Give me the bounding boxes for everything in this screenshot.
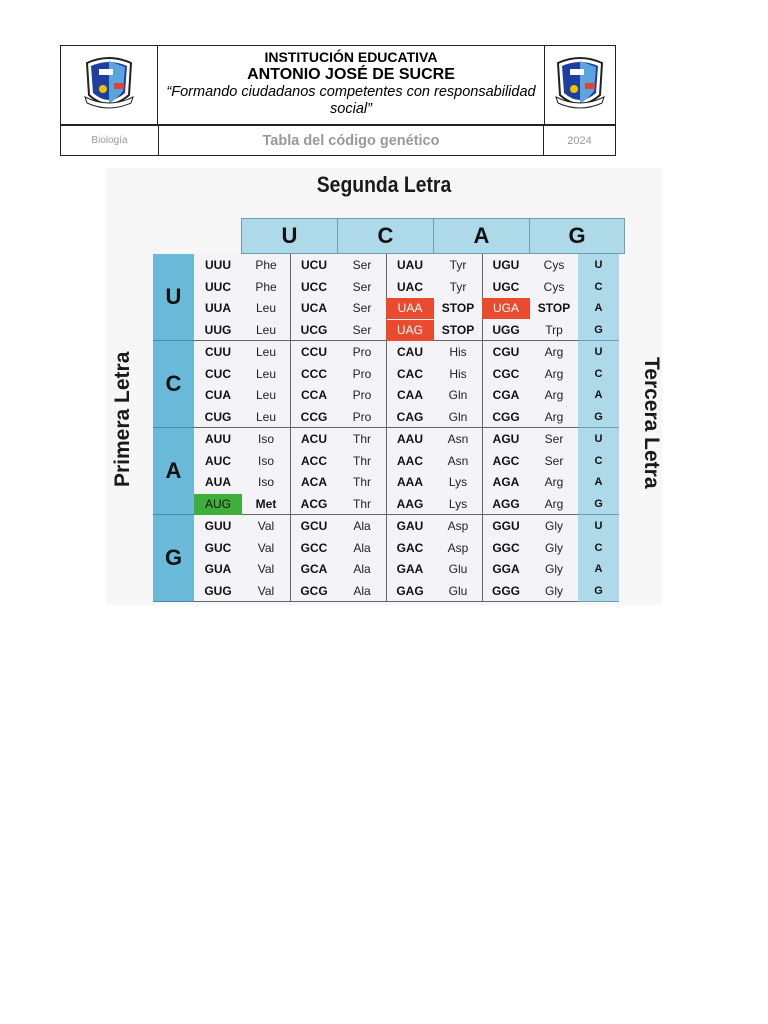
third-letter-cell: U: [594, 432, 603, 445]
codon: UUU: [205, 257, 231, 272]
amino-acid: Iso: [257, 453, 274, 468]
codon-block: [153, 515, 619, 602]
codon: UCG: [300, 323, 328, 338]
amino-acid: Val: [257, 562, 275, 577]
amino-acid: Leu: [255, 344, 277, 359]
amino-acid: Iso: [257, 475, 274, 490]
codon: GAC: [396, 540, 424, 555]
codon: AAG: [396, 497, 424, 512]
institution-title-block: [158, 46, 544, 124]
codon: AGG: [492, 497, 520, 512]
codon: AGU: [492, 431, 520, 446]
codon: GGC: [492, 540, 520, 555]
first-letter-cell: U: [153, 254, 194, 341]
second-letter-cell: G: [529, 218, 625, 254]
amino-acid: His: [449, 344, 467, 359]
third-letter-cell: A: [594, 302, 603, 315]
third-letter-cell: C: [594, 367, 603, 380]
codon: GAA: [396, 562, 424, 577]
codon: CUU: [205, 344, 231, 359]
amino-acid: Leu: [255, 301, 277, 316]
codon: AUU: [205, 431, 231, 446]
header-info-row: [61, 124, 615, 155]
amino-acid: Lys: [448, 475, 468, 490]
second-letter-title: Segunda Letra: [316, 172, 452, 197]
second-letter-cell: C: [337, 218, 433, 254]
amino-acid: Pro: [352, 410, 372, 425]
amino-acid: Pro: [352, 366, 372, 381]
amino-acid: Ser: [352, 279, 372, 294]
amino-acid: Phe: [255, 279, 277, 294]
amino-acid: His: [449, 366, 467, 381]
codon: CUG: [204, 410, 232, 425]
school-crest-icon: [81, 55, 137, 115]
codon: AUC: [205, 453, 231, 468]
codon: CGG: [492, 410, 520, 425]
amino-acid: Iso: [257, 431, 274, 446]
amino-acid: Cys: [543, 257, 565, 272]
first-letter-cell: A: [153, 428, 194, 515]
codon: GCA: [300, 562, 328, 577]
codon-block: [153, 341, 619, 428]
amino-acid: Arg: [544, 366, 564, 381]
codon: UUC: [205, 279, 231, 294]
codon: ACC: [301, 453, 327, 468]
codon: ACG: [300, 497, 328, 512]
year-label: 2024: [543, 126, 615, 155]
codon: CAA: [397, 388, 423, 403]
amino-acid: Leu: [255, 366, 277, 381]
codon: UGG: [492, 323, 520, 338]
amino-acid: Gly: [545, 540, 563, 555]
amino-acid: Lys: [448, 497, 468, 512]
codon: UGU: [492, 257, 520, 272]
third-letter-cell: A: [594, 563, 603, 576]
amino-acid: Ser: [352, 301, 372, 316]
codon: UCC: [301, 279, 327, 294]
amino-acid: Met: [255, 497, 277, 512]
amino-acid: Thr: [353, 497, 371, 512]
amino-acid: Tyr: [449, 257, 467, 272]
amino-acid: STOP: [441, 323, 475, 338]
third-letter-cell: G: [594, 324, 603, 337]
amino-acid: Val: [257, 540, 275, 555]
amino-acid: Pro: [352, 388, 372, 403]
amino-acid: Arg: [544, 344, 564, 359]
codon: GUA: [204, 562, 232, 577]
amino-acid: Arg: [544, 388, 564, 403]
codon: CAU: [397, 344, 423, 359]
first-letter-label: Primera Letra: [111, 351, 134, 487]
amino-acid: Thr: [353, 453, 371, 468]
institution-motto: “Formando ciudadanos competentes con responsabilidad social”: [166, 84, 536, 117]
third-letter-cell: C: [594, 280, 603, 293]
second-letter-cell: U: [241, 218, 337, 254]
amino-acid: Cys: [543, 279, 565, 294]
amino-acid: Gly: [545, 562, 563, 577]
codon: CGU: [492, 344, 520, 359]
stop-codon: UAG: [386, 320, 434, 341]
second-letter-cell: A: [433, 218, 529, 254]
amino-acid: Ser: [544, 453, 564, 468]
codon: GAU: [396, 518, 424, 533]
codon-block: [153, 254, 619, 341]
codon: CAC: [397, 366, 423, 381]
third-letter-cell: U: [594, 258, 603, 271]
start-codon: AUG: [194, 494, 242, 515]
amino-acid: Ala: [353, 540, 371, 555]
codon: GCC: [300, 540, 328, 555]
amino-acid: Asn: [447, 453, 469, 468]
codon: CAG: [396, 410, 424, 425]
amino-acid: Gln: [448, 388, 468, 403]
third-letter-cell: C: [594, 541, 603, 554]
amino-acid: STOP: [441, 301, 475, 316]
codon: AAA: [397, 475, 423, 490]
codon: CGC: [492, 366, 520, 381]
codon: ACU: [301, 431, 327, 446]
codon: UUG: [204, 323, 232, 338]
amino-acid: Arg: [544, 497, 564, 512]
institution-line-1: INSTITUCIÓN EDUCATIVA: [264, 49, 438, 65]
amino-acid: Ala: [353, 562, 371, 577]
stop-codon: UAA: [386, 298, 434, 319]
codon: UUA: [205, 301, 231, 316]
codon: UGC: [492, 279, 520, 294]
amino-acid: Gly: [545, 518, 563, 533]
codon: CCG: [300, 410, 328, 425]
document-header: [60, 45, 616, 156]
school-logo-right: [544, 46, 615, 124]
codon: GGG: [491, 584, 520, 599]
school-crest-icon: [552, 55, 608, 115]
codon: CUC: [205, 366, 231, 381]
amino-acid: Asp: [447, 540, 469, 555]
amino-acid: Pro: [352, 344, 372, 359]
codon: UAC: [397, 279, 423, 294]
codon: CCC: [301, 366, 327, 381]
amino-acid: Val: [257, 518, 275, 533]
amino-acid: Thr: [353, 431, 371, 446]
amino-acid: STOP: [537, 301, 571, 316]
subject-label: Biología: [61, 126, 159, 155]
codon: GGA: [492, 562, 520, 577]
codon: GUG: [204, 584, 232, 599]
amino-acid: Arg: [544, 410, 564, 425]
amino-acid: Tyr: [449, 279, 467, 294]
codon: UAU: [397, 257, 423, 272]
third-letter-label: Tercera Letra: [640, 357, 663, 489]
amino-acid: Ala: [353, 584, 371, 599]
first-letter-cell: C: [153, 341, 194, 428]
amino-acid: Asn: [447, 431, 469, 446]
third-letter-cell: U: [594, 345, 603, 358]
first-letter-cell: G: [153, 515, 194, 602]
codon: UCA: [301, 301, 327, 316]
third-letter-cell: G: [594, 585, 603, 598]
codon-block: [153, 428, 619, 515]
codon: AAU: [397, 431, 423, 446]
third-letter-cell: G: [594, 498, 603, 511]
amino-acid: Leu: [255, 388, 277, 403]
amino-acid: Ala: [353, 518, 371, 533]
codon: GUC: [204, 540, 232, 555]
amino-acid: Arg: [544, 475, 564, 490]
amino-acid: Val: [257, 584, 275, 599]
codon: GUU: [204, 518, 232, 533]
amino-acid: Glu: [448, 584, 468, 599]
genetic-code-table-figure: [106, 168, 662, 605]
second-letter-header-row: [241, 218, 625, 254]
amino-acid: Gln: [448, 410, 468, 425]
third-letter-cell: G: [594, 411, 603, 424]
third-letter-cell: A: [594, 389, 603, 402]
codon: CCA: [301, 388, 327, 403]
amino-acid: Glu: [448, 562, 468, 577]
document-title: Tabla del código genético: [262, 132, 440, 149]
codon: CUA: [205, 388, 231, 403]
codon: AGC: [492, 453, 520, 468]
amino-acid: Trp: [545, 323, 563, 338]
amino-acid: Ser: [352, 323, 372, 338]
amino-acid: Ser: [352, 257, 372, 272]
amino-acid: Gly: [545, 584, 563, 599]
amino-acid: Leu: [255, 410, 277, 425]
codon: CCU: [301, 344, 327, 359]
codon: GGU: [492, 518, 520, 533]
codon: ACA: [301, 475, 327, 490]
amino-acid: Asp: [447, 518, 469, 533]
codon: GCU: [300, 518, 328, 533]
codon: GAG: [396, 584, 424, 599]
codon: AAC: [397, 453, 423, 468]
school-logo-left: [61, 46, 158, 124]
amino-acid: Leu: [255, 323, 277, 338]
amino-acid: Thr: [353, 475, 371, 490]
codon: AGA: [492, 475, 520, 490]
codon: UCU: [301, 257, 327, 272]
codon: GCG: [300, 584, 328, 599]
third-letter-cell: A: [594, 476, 603, 489]
codon: AUA: [205, 475, 231, 490]
amino-acid: Phe: [255, 257, 277, 272]
amino-acid: Ser: [544, 431, 564, 446]
third-letter-cell: U: [594, 519, 603, 532]
codon: CGA: [492, 388, 520, 403]
institution-name: ANTONIO JOSÉ DE SUCRE: [247, 66, 455, 83]
stop-codon: UGA: [482, 298, 530, 319]
third-letter-cell: C: [594, 454, 603, 467]
